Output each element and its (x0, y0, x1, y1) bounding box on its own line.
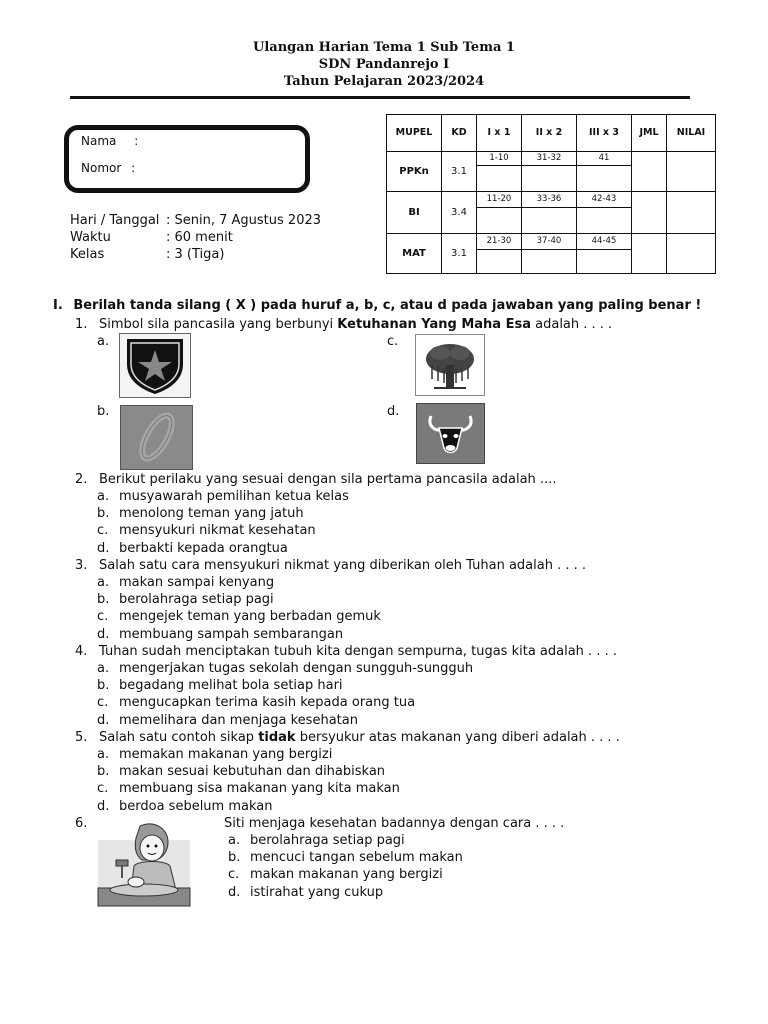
q5-number: 5. (75, 730, 88, 745)
score-row-bi (387, 191, 716, 207)
student-identity-box (64, 125, 310, 193)
nomor-row (81, 161, 135, 175)
q5-text-before: Salah satu contoh sikap (99, 730, 259, 745)
score-row-ppkn (387, 151, 716, 165)
header-iii: III x 3 (577, 115, 632, 152)
question-3 (75, 557, 586, 574)
q3-option-a[interactable]: a. makan sampai kenyang (97, 575, 275, 590)
range-ppkn-3: 41 (598, 153, 610, 164)
info-time-key: Waktu (70, 230, 111, 245)
range-bi-3: 42-43 (591, 194, 617, 205)
q1-text-before: Simbol sila pancasila yang berbunyi (99, 317, 338, 332)
q6-text: Siti menjaga kesehatan badannya dengan cara . . . . (224, 816, 565, 831)
section-number: I. (53, 298, 63, 313)
q4-option-d[interactable]: d. memelihara dan menjaga kesehatan (97, 713, 358, 728)
score-table (386, 114, 716, 274)
q4-option-b[interactable]: b. begadang melihat bola setiap hari (97, 678, 343, 693)
header-nilai: NILAI (667, 115, 716, 152)
q2-number: 2. (75, 472, 88, 487)
banyan-tree-icon[interactable] (415, 334, 485, 396)
kd-ppkn: 3.1 (442, 151, 477, 191)
q1-number: 1. (75, 317, 88, 332)
jml-bi (632, 191, 667, 233)
q3-number: 3. (75, 558, 88, 573)
q2-option-b[interactable]: b. menolong teman yang jatuh (97, 506, 304, 521)
q3-option-c[interactable]: c. mengejek teman yang berbadan gemuk (97, 609, 381, 624)
header-divider (70, 96, 690, 99)
q6-option-a[interactable]: a. berolahraga setiap pagi (228, 833, 405, 848)
range-bi-2: 33-36 (536, 194, 562, 205)
info-class-row (70, 247, 224, 262)
info-date-row (70, 213, 321, 228)
question-5 (75, 729, 620, 746)
info-date-key: Hari / Tanggal (70, 213, 160, 228)
q4-option-a[interactable]: a. mengerjakan tugas sekolah dengan sungguh-sungguh (97, 661, 474, 676)
info-class-key: Kelas (70, 247, 105, 262)
kd-bi: 3.4 (442, 191, 477, 233)
nomor-label: Nomor (81, 161, 122, 175)
chain-icon[interactable] (120, 405, 193, 470)
section-text: Berilah tanda silang ( X ) pada huruf a, b, c, atau d pada jawaban yang paling benar ! (73, 298, 702, 313)
school-name: SDN Pandanrejo I (318, 57, 450, 72)
range-bi-1: 11-20 (486, 194, 512, 205)
q1-label-b[interactable]: b. (97, 404, 110, 419)
q3-text: Salah satu cara mensyukuri nikmat yang diberikan oleh Tuhan adalah . . . . (99, 558, 587, 573)
section-instruction (53, 298, 701, 313)
q5-text-after: bersyukur atas makanan yang diberi adalah . . . . (295, 730, 620, 745)
range-ppkn-2: 31-32 (536, 153, 562, 164)
title-line-1: Ulangan Harian Tema 1 Sub Tema 1 (253, 40, 515, 55)
range-mat-2: 37-40 (536, 236, 562, 247)
range-mat-3: 44-45 (591, 236, 617, 247)
header-i: I x 1 (477, 115, 522, 152)
q6-option-b[interactable]: b. mencuci tangan sebelum makan (228, 850, 463, 865)
nama-colon: : (134, 134, 139, 148)
nilai-ppkn (667, 151, 716, 191)
score-table-header (387, 115, 716, 152)
mupel-bi: BI (387, 191, 442, 233)
jml-ppkn (632, 151, 667, 191)
q4-number: 4. (75, 644, 88, 659)
nilai-bi (667, 191, 716, 233)
jml-mat (632, 233, 667, 273)
q5-text-bold: tidak (258, 730, 296, 745)
mupel-mat: MAT (387, 233, 442, 273)
q6-number: 6. (75, 816, 88, 831)
q5-option-a[interactable]: a. memakan makanan yang bergizi (97, 747, 333, 762)
q1-label-c[interactable]: c. (387, 334, 399, 349)
info-class-value: : 3 (Tiga) (166, 247, 225, 262)
q1-label-a[interactable]: a. (97, 334, 110, 349)
header-mupel: MUPEL (387, 115, 442, 152)
academic-year: Tahun Pelajaran 2023/2024 (283, 74, 485, 89)
q1-text-bold: Ketuhanan Yang Maha Esa (337, 317, 531, 332)
kd-mat: 3.1 (442, 233, 477, 273)
q5-option-d[interactable]: d. berdoa sebelum makan (97, 799, 273, 814)
q6-option-c[interactable]: c. makan makanan yang bergizi (228, 867, 443, 882)
range-ppkn-1: 1-10 (489, 153, 509, 164)
info-time-value: : 60 menit (166, 230, 233, 245)
q2-option-a[interactable]: a. musyawarah pemilihan ketua kelas (97, 489, 349, 504)
q2-option-d[interactable]: d. berbakti kepada orangtua (97, 541, 288, 556)
girl-washing-hands-icon (96, 818, 192, 908)
header-ii: II x 2 (522, 115, 577, 152)
nama-row (81, 134, 138, 148)
q6-option-d[interactable]: d. istirahat yang cukup (228, 885, 384, 900)
info-time-row (70, 230, 233, 245)
score-row-mat (387, 233, 716, 249)
nomor-colon: : (131, 161, 136, 175)
q5-option-c[interactable]: c. membuang sisa makanan yang kita makan (97, 781, 400, 796)
q2-text: Berikut perilaku yang sesuai dengan sila pertama pancasila adalah .... (99, 472, 557, 487)
info-date-value: : Senin, 7 Agustus 2023 (166, 213, 322, 228)
q4-text: Tuhan sudah menciptakan tubuh kita dengan sempurna, tugas kita adalah . . . . (99, 644, 617, 659)
question-1 (75, 316, 612, 333)
q1-label-d[interactable]: d. (387, 404, 400, 419)
q3-option-b[interactable]: b. berolahraga setiap pagi (97, 592, 274, 607)
q1-text-after: adalah . . . . (531, 317, 613, 332)
question-4 (75, 643, 617, 660)
range-mat-1: 21-30 (486, 236, 512, 247)
header-kd: KD (442, 115, 477, 152)
star-shield-icon[interactable] (119, 333, 191, 398)
bull-head-icon[interactable] (416, 403, 485, 464)
question-2 (75, 471, 556, 488)
mupel-ppkn: PPKn (387, 151, 442, 191)
q2-option-c[interactable]: c. mensyukuri nikmat kesehatan (97, 523, 316, 538)
nilai-mat (667, 233, 716, 273)
header-jml: JML (632, 115, 667, 152)
nama-label: Nama (81, 134, 117, 148)
q3-option-d[interactable]: d. membuang sampah sembarangan (97, 627, 344, 642)
q5-option-b[interactable]: b. makan sesuai kebutuhan dan dihabiskan (97, 764, 386, 779)
q4-option-c[interactable]: c. mengucapkan terima kasih kepada orang tua (97, 695, 416, 710)
